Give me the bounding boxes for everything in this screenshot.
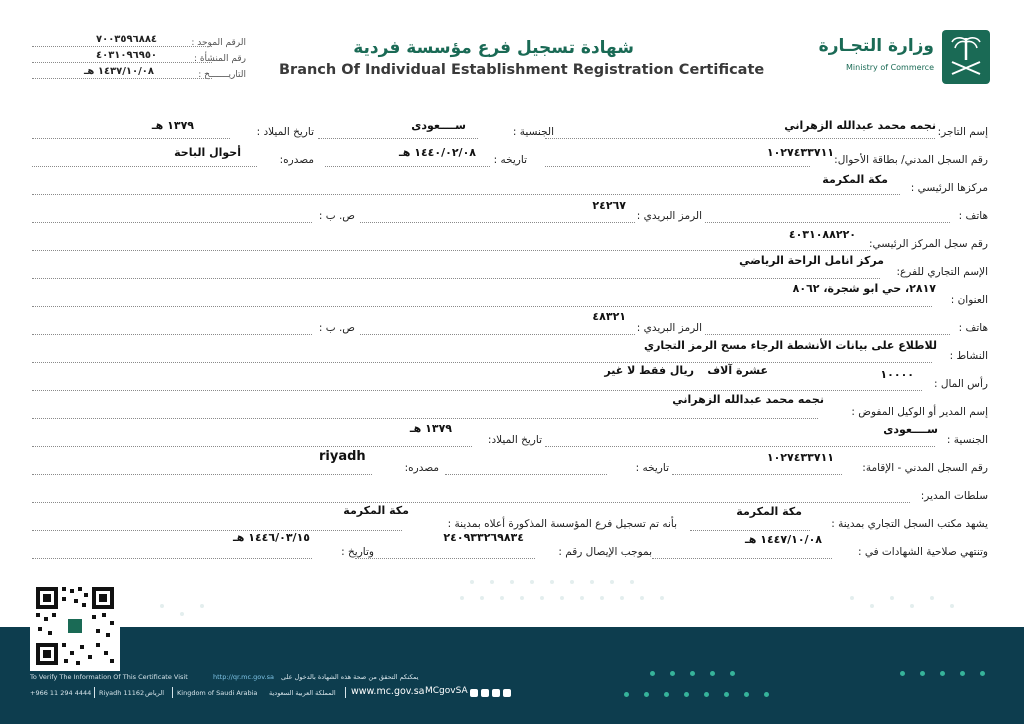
row8-dots-b bbox=[360, 334, 635, 335]
source-value: أحوال الباحة bbox=[174, 146, 241, 159]
manager-label: إسم المدير أو الوكيل المفوض : bbox=[851, 406, 988, 418]
row14-dots bbox=[32, 502, 910, 503]
row10-dots bbox=[32, 390, 922, 391]
civil-value: ١٠٢٧٤٣٣٧١١ bbox=[766, 146, 834, 159]
row5-dots bbox=[32, 250, 870, 251]
footer-divider-1 bbox=[94, 687, 95, 698]
manager-value: نجمه محمد عبدالله الزهراني bbox=[672, 393, 824, 406]
row13-dots-b bbox=[445, 474, 607, 475]
row12-dots-b bbox=[32, 446, 472, 447]
row8-dots-a bbox=[705, 334, 950, 335]
row7-dots bbox=[32, 306, 932, 307]
receipt-date-label: وتاريخ : bbox=[341, 546, 374, 558]
receipt-label: بموجب الإيصال رقم : bbox=[558, 546, 652, 558]
civil-label: رقم السجل المدني/ بطاقة الأحوال: bbox=[834, 154, 988, 166]
meta-date-value: ١٤٣٧/١٠/٠٨ هـ bbox=[84, 66, 154, 77]
pobox-label: ص. ب : bbox=[318, 210, 355, 222]
source2-value: riyadh bbox=[319, 449, 366, 464]
birth2-label: تاريخ الميلاد: bbox=[487, 434, 542, 446]
footer-kingdom-ar: المملكة العربية السعودية bbox=[269, 689, 336, 697]
nationality2-value: ســــعودى bbox=[883, 423, 938, 436]
ministry-name-ar: وزارة التجـارة bbox=[818, 36, 934, 56]
address-value: ٢٨١٧، حي ابو شجرة، ٨٠٦٢ bbox=[792, 282, 936, 295]
ministry-name-en: Ministry of Commerce bbox=[846, 63, 934, 72]
qr-code-icon[interactable] bbox=[30, 581, 120, 671]
row16-dots-b bbox=[355, 558, 535, 559]
row1-dots-a bbox=[545, 138, 935, 139]
address-label: العنوان : bbox=[950, 294, 988, 306]
hq-cr-value: ٤٠٣١٠٨٨٢٢٠ bbox=[788, 228, 856, 241]
row12-dots-a bbox=[545, 446, 935, 447]
facility-number-value: ٤٠٣١٠٩٦٩٥٠ bbox=[96, 50, 158, 61]
source2-label: مصدره: bbox=[404, 462, 439, 474]
receipt-date-value: ١٤٤٦/٠٣/١٥ هـ bbox=[233, 531, 310, 544]
footer-riyadh: Riyadh 11162 bbox=[99, 689, 145, 697]
verify-url[interactable]: http://qr.mc.gov.sa bbox=[213, 673, 275, 681]
row8-dots-c bbox=[32, 334, 312, 335]
meta-dots-3 bbox=[32, 78, 212, 79]
unified-number-value: ٧٠٠٣٥٩٦٨٨٤ bbox=[96, 34, 158, 45]
row1-dots-c bbox=[32, 138, 230, 139]
ministry-logo bbox=[818, 30, 990, 90]
row3-dots bbox=[32, 194, 900, 195]
birth-label: تاريخ الميلاد : bbox=[256, 126, 314, 138]
row2-dots-c bbox=[32, 166, 257, 167]
footer-social-handle[interactable]: MCgovSA bbox=[425, 686, 468, 696]
certify-city2-value: مكة المكرمة bbox=[343, 504, 409, 517]
civil2-value: ١٠٢٧٤٣٣٧١١ bbox=[766, 451, 834, 464]
twitter-icon[interactable] bbox=[492, 689, 500, 697]
birth-value: ١٣٧٩ هـ bbox=[151, 119, 194, 132]
pobox2-label: ص. ب : bbox=[318, 322, 355, 334]
row4-dots-c bbox=[32, 222, 312, 223]
verify-text-en: To Verify The Information Of This Certificate Visit bbox=[30, 673, 188, 681]
postal2-label: الرمز البريدي : bbox=[636, 322, 702, 334]
civil-date-value: ١٤٤٠/٠٢/٠٨ هـ bbox=[399, 146, 476, 159]
civil2-label: رقم السجل المدني - الإقامة: bbox=[862, 462, 988, 474]
row16-dots-c bbox=[32, 558, 312, 559]
instagram-icon[interactable] bbox=[470, 689, 478, 697]
hq-city-label: مركزها الرئيسي : bbox=[910, 182, 988, 194]
nationality2-label: الجنسية : bbox=[946, 434, 988, 446]
postal-value: ٢٤٢٦٧ bbox=[592, 199, 626, 212]
row6-dots bbox=[32, 278, 880, 279]
meta-date-label: التاريـــــــخ : bbox=[198, 70, 246, 80]
powers-label: سلطات المدير: bbox=[920, 490, 988, 502]
row4-dots-b bbox=[360, 222, 635, 223]
facebook-icon[interactable] bbox=[481, 689, 489, 697]
hq-city-value: مكة المكرمة bbox=[822, 173, 888, 186]
row15-dots-b bbox=[32, 530, 402, 531]
capital-currency: ريال فقط لا غير bbox=[604, 364, 694, 377]
receipt-value: ٢٤٠٩٣٣٢٦٩٨٣٤ bbox=[443, 531, 524, 544]
row9-dots bbox=[32, 362, 932, 363]
unified-number-label: الرقم الموحد : bbox=[191, 38, 246, 48]
civil2-date-label: تاريخه : bbox=[635, 462, 669, 474]
nationality-label: الجنسية : bbox=[512, 126, 554, 138]
title-ar: شهادة تسجيل فرع مؤسسة فردية bbox=[353, 38, 634, 58]
postal-label: الرمز البريدي : bbox=[636, 210, 702, 222]
certify-text: بأنه تم تسجيل فرع المؤسسة المذكورة أعلاه بمدينة : bbox=[447, 518, 677, 530]
row13-dots-a bbox=[672, 474, 842, 475]
meta-dots-1 bbox=[32, 46, 212, 47]
phone2-label: هاتف : bbox=[958, 322, 988, 334]
birth2-value: ١٣٧٩ هـ bbox=[409, 422, 452, 435]
activity-value: للاطلاع على بيانات الأنشطة الرجاء مسح الرمز التجاري bbox=[643, 339, 937, 352]
row4-dots-a bbox=[705, 222, 950, 223]
footer-kingdom: Kingdom of Saudi Arabia bbox=[177, 689, 258, 697]
branch-name-value: مركز انامل الراحة الرياضي bbox=[739, 254, 884, 267]
source-label: مصدره: bbox=[279, 154, 314, 166]
merchant-label: إسم التاجر: bbox=[937, 126, 988, 138]
row16-dots-a bbox=[652, 558, 832, 559]
facility-number-label: رقم المنشأة : bbox=[193, 54, 246, 64]
activity-label: النشاط : bbox=[949, 350, 988, 362]
nationality-value: ســــعودى bbox=[411, 119, 466, 132]
footer-divider-2 bbox=[172, 687, 173, 698]
row2-dots-b bbox=[325, 166, 490, 167]
row2-dots-a bbox=[545, 166, 810, 167]
capital-words: عشرة آلاف bbox=[707, 364, 768, 377]
certify-label: يشهد مكتب السجل التجاري بمدينة : bbox=[831, 518, 988, 530]
civil-date-label: تاريخه : bbox=[493, 154, 527, 166]
capital-label: رأس المال : bbox=[933, 378, 988, 390]
meta-dots-2 bbox=[32, 62, 212, 63]
row15-dots-a bbox=[690, 530, 810, 531]
title-en: Branch Of Individual Establishment Registration Certificate bbox=[279, 62, 765, 78]
expiry-value: ١٤٤٧/١٠/٠٨ هـ bbox=[745, 533, 822, 546]
row11-dots bbox=[32, 418, 818, 419]
footer-divider-3 bbox=[345, 687, 346, 698]
branch-name-label: الإسم التجاري للفرع: bbox=[896, 266, 988, 278]
verify-text-ar: يمكنكم التحقق من صحة هذه الشهادة بالدخول على bbox=[281, 673, 419, 681]
row1-dots-b bbox=[318, 138, 478, 139]
row13-dots-c bbox=[32, 474, 372, 475]
capital-value: ١٠٠٠٠ bbox=[880, 368, 914, 381]
footer-phone: +966 11 294 4444 bbox=[30, 689, 92, 697]
youtube-icon[interactable] bbox=[503, 689, 511, 697]
certify-city-value: مكة المكرمة bbox=[736, 505, 802, 518]
hq-cr-label: رقم سجل المركز الرئيسي: bbox=[868, 238, 988, 250]
footer-riyadh-ar: الرياض bbox=[145, 689, 165, 697]
footer-website[interactable]: www.mc.gov.sa bbox=[351, 686, 425, 697]
merchant-value: نجمه محمد عبدالله الزهراني bbox=[784, 119, 936, 132]
emblem-icon bbox=[942, 30, 990, 84]
phone-label: هاتف : bbox=[958, 210, 988, 222]
expiry-label: وتنتهي صلاحية الشهادات في : bbox=[857, 546, 988, 558]
postal2-value: ٤٨٣٢١ bbox=[592, 310, 626, 323]
